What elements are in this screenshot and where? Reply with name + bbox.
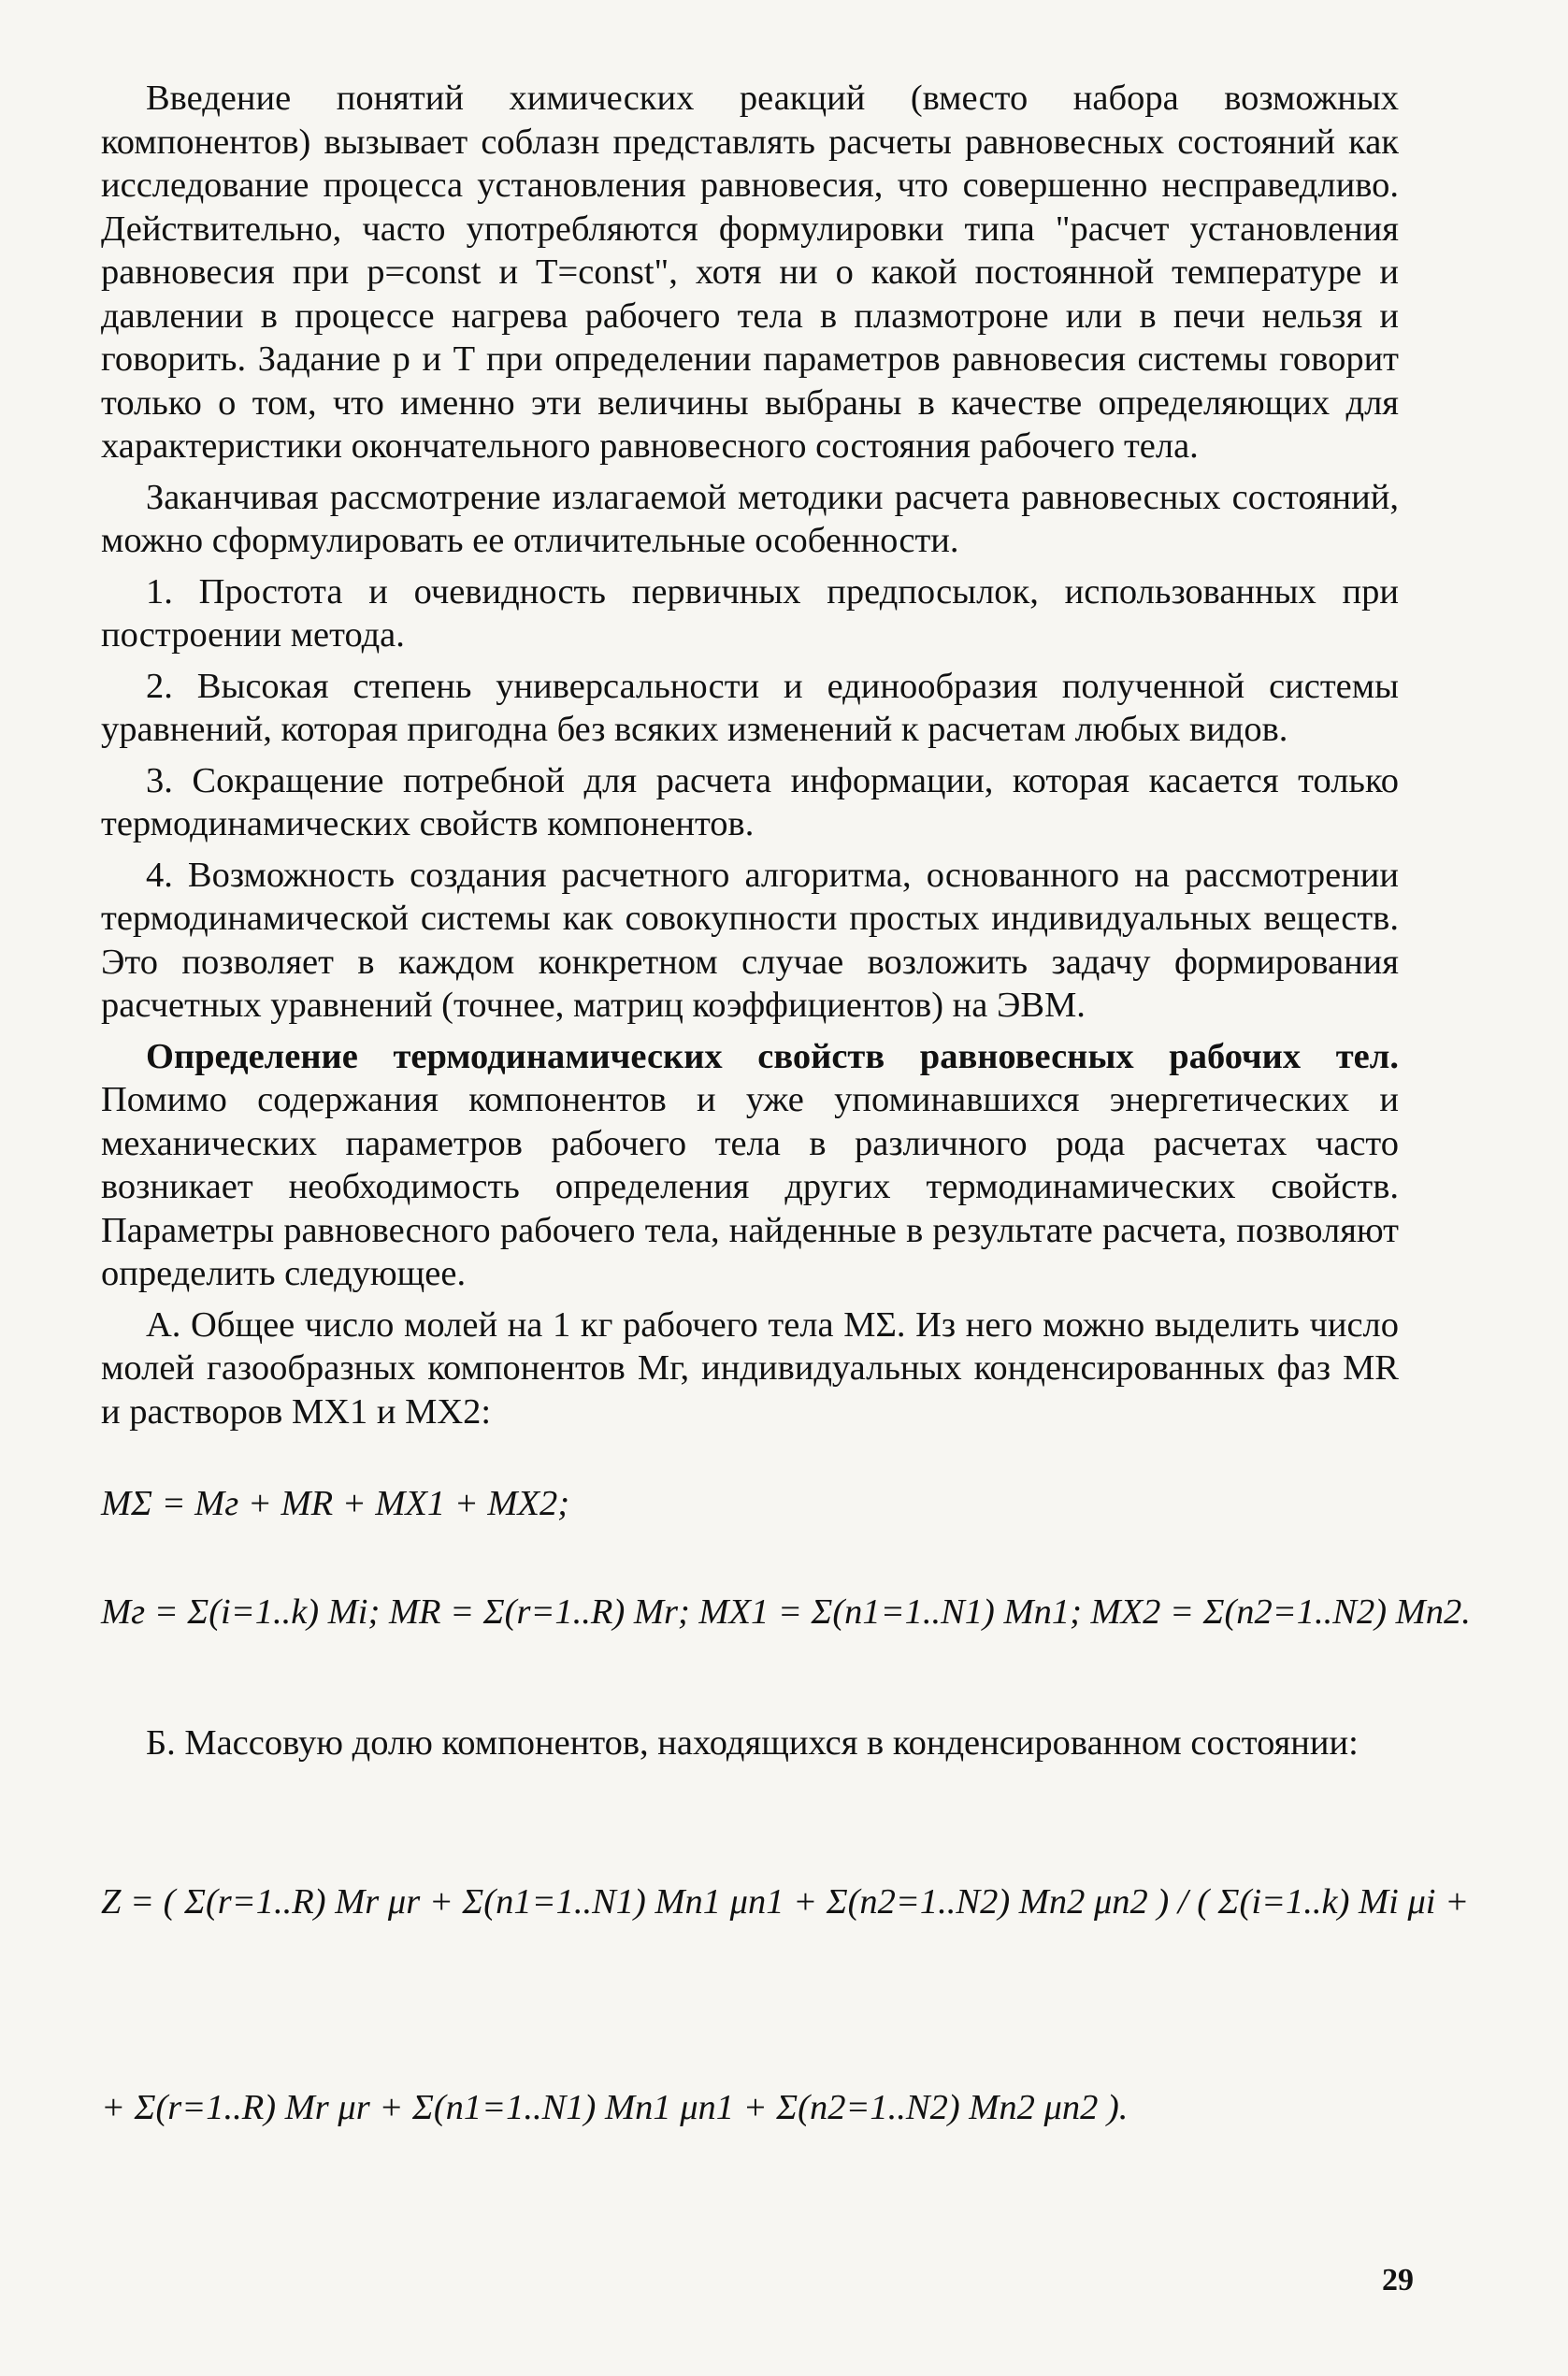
list-item-4: 4. Возможность создания расчетного алгоритма, основанного на рассмотрении термодинамической системы как совокупности простых индивидуальных веществ. Это позволяет в каждом конкретном случае возложить задачу формирования расчетных уравнений (точнее, матриц коэффициентов) на ЭВМ.	[101, 855, 1399, 1025]
list-item-2: 2. Высокая степень универсальности и единообразия полученной системы уравнений, которая пригодна без всяких изменений к расчетам любых видов.	[101, 666, 1399, 749]
page-number: 29	[1382, 2263, 1414, 2297]
equation-mass-fraction-continued: + Σ(r=1..R) Mr μr + Σ(n1=1..N1) Mn1 μn1 + Σ(n2=1..N2) Mn2 μn2 ).	[101, 2088, 1129, 2127]
equation-sums: Mг = Σ(i=1..k) Mi; MR = Σ(r=1..R) Mr; MX1 = Σ(n1=1..N1) Mn1; MX2 = Σ(n2=1..N2) Mn2.	[101, 1592, 1471, 1632]
list-item-3: 3. Сокращение потребной для расчета информации, которая касается только термодинамических свойств компонентов.	[101, 760, 1399, 843]
paragraph-conclusion: Заканчивая рассмотрение излагаемой методики расчета равновесных состояний, можно сформулировать ее отличительные особенности.	[101, 477, 1399, 560]
paragraph-intro: Введение понятий химических реакций (вместо набора возможных компонентов) вызывает соблазн представлять расчеты равновесных состояний как исследование процесса установления равновесия, что совершенно несправедливо. Действительно, часто употребляются формулировки типа "расчет установления равновесия при p=const и T=const", хотя ни о какой постоянной температуре и давлении в процессе нагрева рабочего тела в плазмотроне или в печи нельзя и говорить. Задание p и T при определении параметров равновесия системы говорит только о том, что именно эти величины выбраны в качестве определяющих для характеристики окончательного равновесного состояния рабочего тела.	[101, 79, 1399, 466]
paragraph-a: А. Общее число молей на 1 кг рабочего тела MΣ. Из него можно выделить число молей газообразных компонентов Mг, индивидуальных конденсированных фаз MR и растворов MX1 и MX2:	[101, 1304, 1399, 1432]
section-heading: Определение термодинамических свойств равновесных рабочих тел.	[146, 1036, 1399, 1076]
equation-total-moles: MΣ = Mг + MR + MX1 + MX2;	[101, 1484, 570, 1523]
equation-mass-fraction: Z = ( Σ(r=1..R) Mr μr + Σ(n1=1..N1) Mn1 μn1 + Σ(n2=1..N2) Mn2 μn2 ) / ( Σ(i=1..k) Mi μi +	[101, 1882, 1470, 1922]
equations-block	[101, 1441, 1471, 2376]
paragraph-properties	[101, 1035, 1399, 1296]
page-text	[101, 77, 1471, 2376]
list-item-1: 1. Простота и очевидность первичных предпосылок, использованных при построении метода.	[101, 571, 1399, 655]
paragraph-properties-text: Помимо содержания компонентов и уже упоминавшихся энергетических и механических параметров рабочего тела в различного рода расчетах часто возникает необходимость определения других термодинамических свойств. Параметры равновесного рабочего тела, найденные в результате расчета, позволяют определить следующее.	[101, 1080, 1399, 1293]
paragraph-b: Б. Массовую долю компонентов, находящихся в конденсированном состоянии:	[146, 1723, 1359, 1763]
